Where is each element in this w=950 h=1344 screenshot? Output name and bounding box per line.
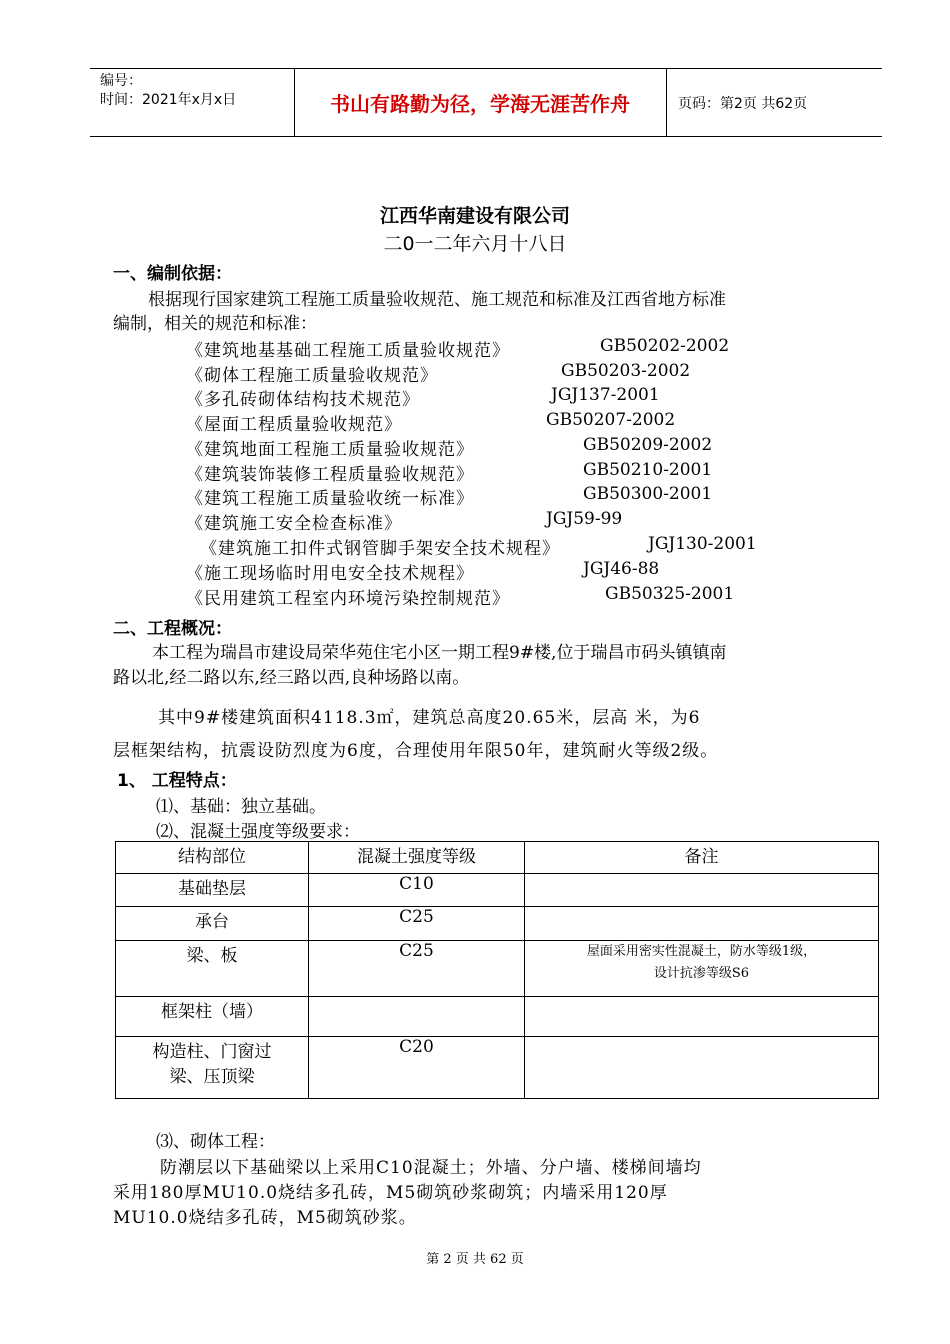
section1-paragraph-line1: 根据现行国家建筑工程施工质量验收规范、施工规范和标准及江西省地方标准 [148,290,726,310]
section2-paragraph1-line2: 路以北,经二路以东,经三路以西,良种场路以南。 [113,668,470,688]
standard-code: JGJ130-2001 [648,534,757,554]
masonry-paragraph-line2: 采用180厚MU10.0烧结多孔砖，M5砌筑砂浆砌筑；内墙采用120厚 [113,1183,668,1203]
page-header [90,68,882,137]
standard-code: GB50325-2001 [605,584,735,604]
table-cell-part: 梁、板 [116,941,309,997]
table-row [116,907,879,941]
standard-code: JGJ46-88 [583,559,660,579]
table-header-row [116,842,879,874]
standard-code: GB50207-2002 [546,410,676,430]
part-line: 梁、压顶梁 [169,1067,255,1087]
table-cell-note [525,907,879,941]
masonry-paragraph-line3: MU10.0烧结多孔砖，M5砌筑砂浆。 [113,1208,417,1228]
section1-paragraph-line2: 编制，相关的规范和标准： [113,314,317,334]
header-meta [100,72,236,110]
table-cell-part: 框架柱（墙） [116,997,309,1037]
section2-paragraph1-line1: 本工程为瑞昌市建设局荣华苑住宅小区一期工程9#楼,位于瑞昌市码头镇镇南 [152,643,727,663]
table-cell-grade: C20 [309,1037,525,1099]
standard-code: GB50210-2001 [583,460,713,480]
section2-paragraph2-line2: 层框架结构，抗震设防烈度为6度，合理使用年限50年，建筑耐火等级2级。 [113,741,719,761]
part-line: 构造柱、门窗过 [152,1042,272,1062]
code-label: 编号： [100,73,142,89]
masonry-paragraph-line1: 防潮层以下基础梁以上采用C10混凝土；外墙、分户墙、楼梯间墙均 [160,1158,702,1178]
feature-item-concrete: ⑵、混凝土强度等级要求： [156,822,360,842]
standard-name: 《多孔砖砌体结构技术规范》 [186,390,420,410]
table-cell-note [525,997,879,1037]
table-row [116,1037,879,1099]
feature-item-foundation: ⑴、基础：独立基础。 [156,797,326,817]
company-name: 江西华南建设有限公司 [379,205,570,227]
table-row [116,941,879,997]
table-cell-note [525,1037,879,1099]
standard-name: 《建筑地面工程施工质量验收规范》 [186,440,474,460]
document-date: 二0一二年六月十八日 [383,233,567,255]
table-header: 备注 [525,842,879,874]
table-header: 混凝土强度等级 [309,842,525,874]
standard-code: GB50202-2002 [600,336,730,356]
section1-heading: 一、编制依据： [113,264,232,284]
standard-name: 《建筑地基基础工程施工质量验收规范》 [186,341,510,361]
table-cell-grade: C25 [309,907,525,941]
features-heading: 1、 工程特点： [117,771,237,791]
note-line: 屋面采用密实性混凝土，防水等级1级， [586,944,817,959]
standard-name: 《施工现场临时用电安全技术规程》 [186,564,474,584]
standard-name: 《建筑施工扣件式钢管脚手架安全技术规程》 [200,539,560,559]
standard-code: GB50300-2001 [583,484,713,504]
section2-paragraph2-line1: 其中9#楼建筑面积4118.3㎡，建筑总高度20.65米，层高 米，为6 [158,708,701,728]
standard-code: JGJ137-2001 [551,385,660,405]
table-cell-grade: C10 [309,874,525,907]
table-cell-part: 基础垫层 [116,874,309,907]
table-row [116,874,879,907]
standard-name: 《建筑装饰装修工程质量验收规范》 [186,465,474,485]
time-label: 时间：2021年x月x日 [100,92,237,108]
page-footer: 第 2 页 共 62 页 [426,1252,524,1267]
standard-name: 《民用建筑工程室内环境污染控制规范》 [186,589,510,609]
standard-name: 《建筑工程施工质量验收统一标准》 [186,489,474,509]
table-row [116,997,879,1037]
concrete-grade-table [115,841,879,1099]
note-line: 设计抗渗等级S6 [653,966,750,981]
table-header: 结构部位 [116,842,309,874]
table-cell-note [525,874,879,907]
table-cell-grade: C25 [309,941,525,997]
standard-name: 《砌体工程施工质量验收规范》 [186,366,438,386]
standard-code: JGJ59-99 [546,509,623,529]
standard-name: 《屋面工程质量验收规范》 [186,415,402,435]
table-cell-part: 承台 [116,907,309,941]
header-motto: 书山有路勤为径，学海无涯苦作舟 [330,92,630,116]
header-divider [666,69,667,136]
feature-item-masonry: ⑶、砌体工程： [156,1132,275,1152]
section2-heading: 二、工程概况： [113,619,232,639]
standard-code: GB50209-2002 [583,435,713,455]
header-page-info: 页码：第2页 共62页 [678,95,808,112]
standard-name: 《建筑施工安全检查标准》 [186,514,402,534]
standard-code: GB50203-2002 [561,361,691,381]
table-cell-grade [309,997,525,1037]
table-cell-part [116,1037,309,1099]
table-cell-note [525,941,879,997]
